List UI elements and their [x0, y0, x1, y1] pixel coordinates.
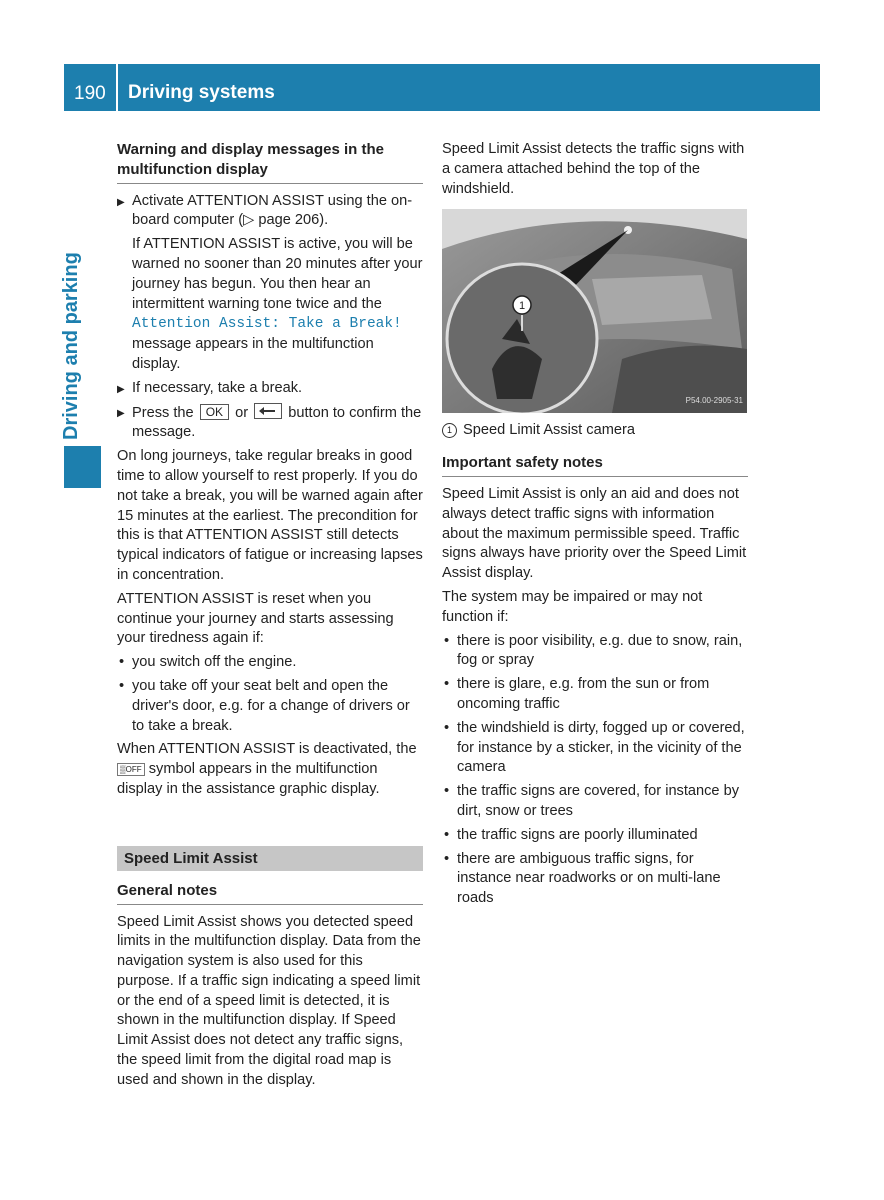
list-item: • the traffic signs are poorly illuminated	[442, 826, 748, 846]
speed-limit-assist-section: Speed Limit Assist	[117, 846, 423, 871]
chapter-label: Driving and parking	[60, 252, 82, 440]
list-item: • the traffic signs are covered, for instance by dirt, snow or trees	[442, 782, 748, 822]
photo-caption	[442, 421, 748, 441]
attention-active-text-1: If ATTENTION ASSIST is active, you will be warned no sooner than 20 minutes after your journey has begun. You then hear an intermittent warning tone twice and the	[132, 236, 423, 312]
right-column	[442, 140, 748, 913]
deactivated-text-b: symbol appears in the multifunction display in the assistance graphic display.	[117, 761, 380, 797]
list-item: • there is poor visibility, e.g. due to snow, rain, fog or spray	[442, 632, 748, 672]
step-confirm	[117, 403, 423, 444]
list-item: • you switch off the engine.	[117, 653, 423, 673]
page-number: 190	[74, 83, 106, 104]
attention-active-text	[117, 235, 423, 375]
photo-reference-code: P54.00-2905-31	[685, 395, 743, 405]
car-interior-illustration	[442, 209, 747, 413]
caption-number-icon: 1	[442, 423, 457, 438]
step-confirm-text-b: button to confirm the message.	[132, 404, 422, 441]
impaired-intro-text: The system may be impaired or may not function if:	[442, 588, 703, 625]
general-notes-text: Speed Limit Assist shows you detected speed limits in the multifunction display. Data from the navigation system is also used for this purpose. If a traffic sign indicating a speed limit or the end of a speed limit is detected, it is shown in the multifunction display. If Speed Limit Assist does not detect any traffic signs, the speed limit from the digital road map is used and shown in the display.	[117, 913, 421, 1088]
safety-heading: Important safety notes	[442, 453, 748, 477]
list-item: • you take off your seat belt and open the driver's door, e.g. for a change of drivers or to take a break.	[117, 677, 423, 736]
step-confirm-or: or	[235, 404, 249, 421]
left-column	[117, 140, 423, 1095]
back-key-icon	[254, 403, 282, 419]
deactivated-text-a: When ATTENTION ASSIST is deactivated, the	[117, 741, 417, 758]
step-confirm-text-a: Press the	[132, 404, 194, 421]
list-item: • the windshield is dirty, fogged up or covered, for instance by a sticker, in the vicinity of the camera	[442, 719, 748, 778]
general-notes-heading: General notes	[117, 881, 423, 905]
attention-message: Attention Assist: Take a Break!	[132, 316, 402, 333]
camera-photo	[442, 209, 747, 413]
caption-text: Speed Limit Assist camera	[463, 422, 635, 439]
camera-intro-text: Speed Limit Assist detects the traffic signs with a camera attached behind the top of the windshield.	[442, 141, 745, 197]
deactivated-text	[117, 740, 423, 799]
step-activate: ▶ Activate ATTENTION ASSIST using the on-board computer (▷ page 206).	[117, 192, 423, 232]
warning-heading: Warning and display messages in the multifunction display	[117, 140, 423, 184]
safety-text: Speed Limit Assist is only an aid and does not always detect traffic signs with information about the maximum permissible speed. Traffic signs always have priority over the Speed Limit Assist display.	[442, 485, 747, 582]
ok-key-icon: OK	[200, 404, 229, 420]
attention-off-icon: ▒OFF	[117, 763, 145, 776]
header-divider	[116, 64, 118, 111]
reset-intro-text: ATTENTION ASSIST is reset when you continue your journey and starts assessing your tiredness again if:	[117, 590, 394, 647]
long-journeys-text: On long journeys, take regular breaks in good time to allow yourself to rest properly. If you do not take a break, you will be warned again after 15 minutes at the earliest. The precondition for this is that ATTENTION ASSIST still detects typical indicators of fatigue or increasing lapses in concentration.	[117, 448, 423, 583]
page-title: Driving systems	[128, 82, 275, 103]
list-item: • there are ambiguous traffic signs, for instance near roadworks or on multi-lane roads	[442, 850, 748, 909]
side-tab-marker	[64, 446, 101, 488]
step-take-break: ▶ If necessary, take a break.	[117, 379, 423, 399]
photo-callout-number: 1	[518, 300, 526, 313]
attention-active-text-2: message appears in the multifunction display.	[132, 336, 374, 372]
list-item: • there is glare, e.g. from the sun or from oncoming traffic	[442, 675, 748, 715]
